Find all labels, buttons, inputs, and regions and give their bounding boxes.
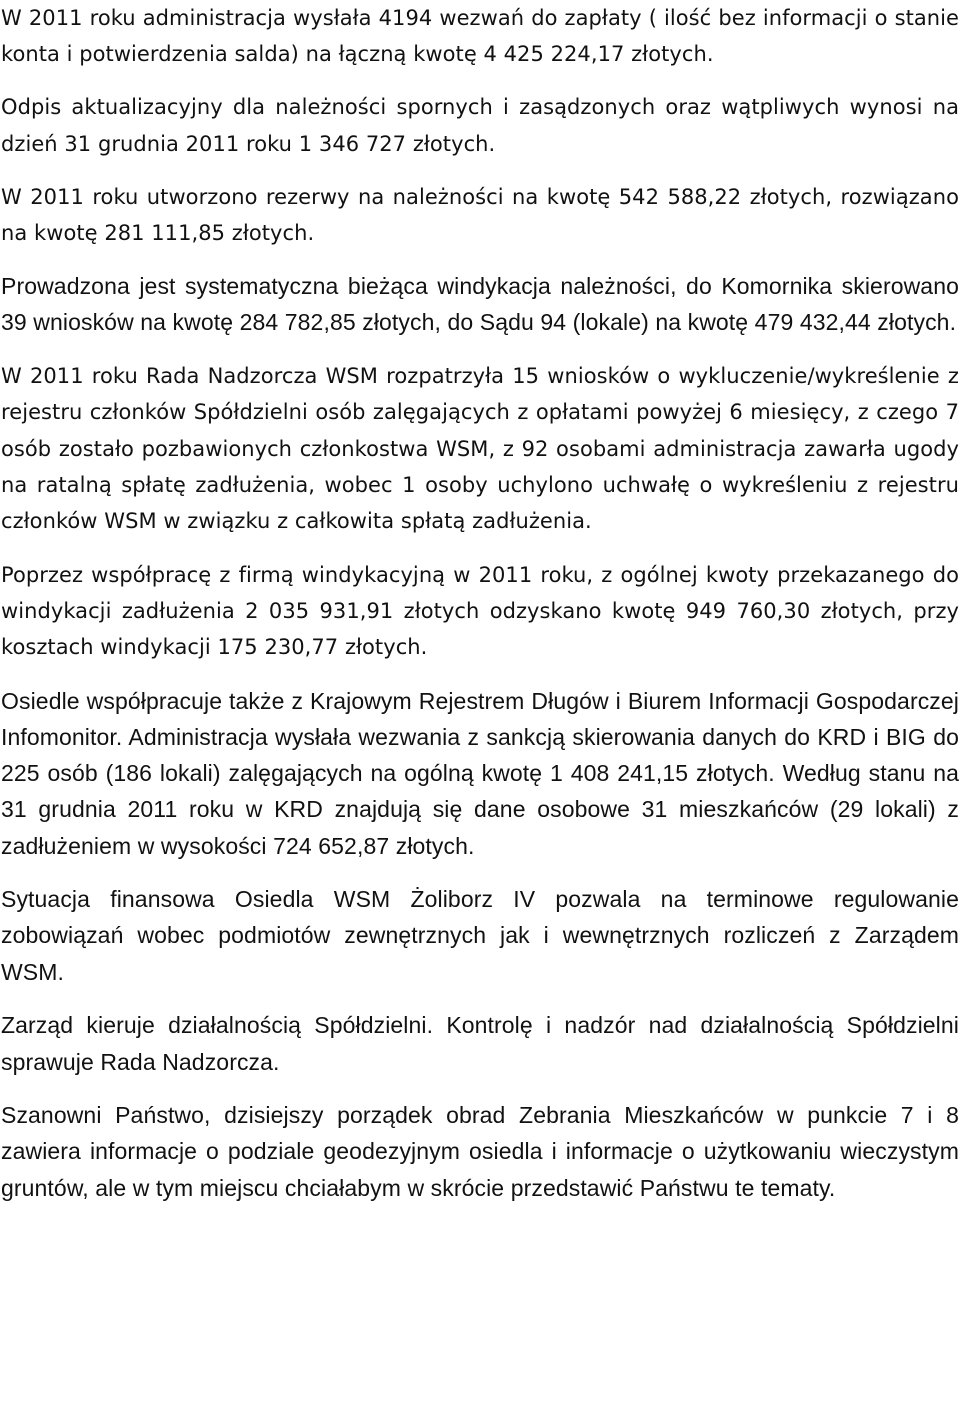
paragraph-debt-collection: Prowadzona jest systematyczna bieżąca windykacja należności, do Komornika skierowano 39 wniosków na kwotę 284 782,85 złotych, do Sądu 94 (lokale) na kwotę 479 432,44 złotych.: [1, 273, 959, 336]
paragraph-gap: [1, 539, 959, 557]
paragraph-debt-registers: Osiedle współpracuje także z Krajowym Rejestrem Długów i Biurem Informacji Gospodarczej Infomonitor. Administracja wysłała wezwania z sankcją skierowania danych do KRD i BIG do 225 osób (186 lokali) zalęgających na ogólną kwotę 1 408 241,15 złotych. Według stanu na 31 grudnia 2011 roku w KRD znajdują się dane osobowe 31 mieszkańców (29 lokali) z zadłużeniem w wysokości 724 652,87 złotych.: [1, 687, 959, 859]
paragraph-gap: [1, 251, 959, 268]
paragraph-agenda: Szanowni Państwo, dzisiejszy porządek obrad Zebrania Mieszkańców w punkcie 7 i 8 zawiera informacje o podziale geodezyjnym osiedla i informacje o użytkowaniu wieczystym gruntów, ale w tym miejscu chciałabym w skrócie przedstawić Państwu te tematy.: [1, 1102, 959, 1201]
paragraph-management: Zarząd kieruje działalnością Spółdzielni. Kontrolę i nadzór nad działalnością Spółdzielni sprawuje Rada Nadzorcza.: [1, 1012, 959, 1075]
paragraph-financial-situation: Sytuacja finansowa Osiedla WSM Żoliborz IV pozwala na terminowe regulowanie zobowiązań wobec podmiotów zewnętrznych jak i wewnętrznych rozliczeń z Zarządem WSM.: [1, 886, 959, 985]
paragraph-supervisory-board: W 2011 roku Rada Nadzorcza WSM rozpatrzyła 15 wniosków o wykluczenie/wykreślenie z rejestru członków Spółdzielni osób zalęgających z opłatami powyżej 6 miesięcy, z czego 7 osób zostało pozbawionych członkostwa WSM, z 92 osobami administracja zawarła ugody na ratalną spłatę zadłużenia, wobec 1 osoby uchylono uchwałę o wykreśleniu z rejestru członków WSM w związku z całkowita spłatą zadłużenia.: [1, 364, 959, 533]
paragraph-write-down: Odpis aktualizacyjny dla należności spornych i zasądzonych oraz wątpliwych wynosi na dzień 31 grudnia 2011 roku 1 346 727 złotych.: [1, 95, 959, 156]
paragraph-gap: [1, 665, 959, 683]
paragraph-gap: [1, 341, 959, 359]
paragraph-gap: [1, 990, 959, 1008]
paragraph-collection-agency: Poprzez współpracę z firmą windykacyjną w 2011 roku, z ogólnej kwoty przekazanego do windykacji zadłużenia 2 035 931,91 złotych odzyskano kwotę 949 760,30 złotych, przy kosztach windykacji 175 230,77 złotych.: [1, 562, 959, 660]
paragraph-gap: [1, 162, 959, 179]
paragraph-provisions: W 2011 roku utworzono rezerwy na należności na kwotę 542 588,22 złotych, rozwiązano na kwotę 281 111,85 złotych.: [1, 184, 959, 246]
paragraph-collection-letters: W 2011 roku administracja wysłała 4194 wezwań do zapłaty ( ilość bez informacji o stanie konta i potwierdzenia salda) na łączną kwotę 4 425 224,17 złotych.: [1, 6, 959, 67]
paragraph-gap: [1, 864, 959, 882]
paragraph-gap: [1, 1080, 959, 1098]
paragraph-gap: [1, 72, 959, 89]
